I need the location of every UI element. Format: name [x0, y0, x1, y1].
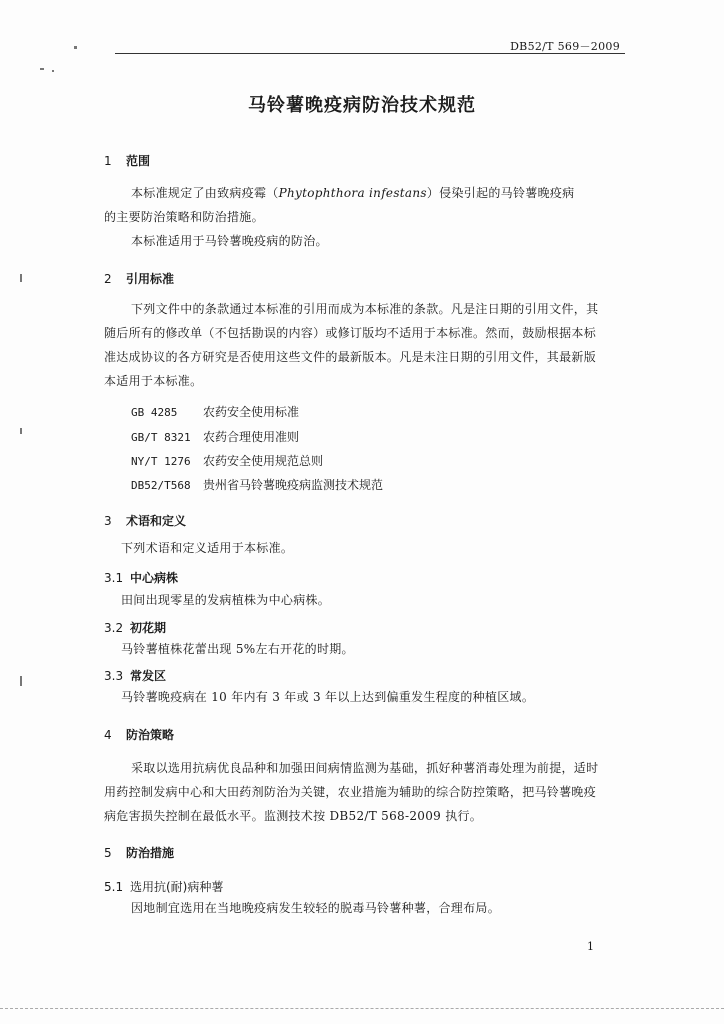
reference-name: 农药安全使用规范总则: [203, 454, 324, 468]
section-4-line-3: 病危害损失控制在最低水平。监测技术按 DB52/T 568-2009 执行。: [104, 809, 483, 823]
section-number: 5: [104, 846, 112, 860]
section-title: 防治策略: [126, 728, 175, 742]
page-number: 1: [587, 940, 594, 953]
document-code: DB52/T 569－2009: [510, 40, 620, 53]
document-title: 马铃薯晚疫病防治技术规范: [248, 95, 476, 116]
term-3-3-definition: 马铃薯晚疫病在 10 年内有 3 年或 3 年以上达到偏重发生程度的种植区域。: [121, 690, 535, 704]
section-number: 4: [104, 728, 112, 742]
scan-speck: [52, 70, 54, 72]
term-number: 3.1: [104, 571, 124, 585]
term-3-2-definition: 马铃薯植株花蕾出现 5%左右开花的时期。: [121, 642, 354, 656]
section-5-heading: [104, 844, 174, 861]
section-title: 引用标准: [126, 272, 175, 286]
section-1-heading: [104, 152, 150, 169]
section-2-paragraph-line-3: 准达成协议的各方研究是否使用这些文件的最新版本。凡是未注日期的引用文件，其最新版: [104, 350, 597, 364]
text-span: ）侵染引起的马铃薯晚疫病: [426, 186, 575, 200]
measure-title: 选用抗(耐)病种薯: [130, 880, 224, 894]
reference-name: 贵州省马铃薯晚疫病监测技术规范: [203, 478, 384, 492]
page-bottom-edge: [0, 1008, 724, 1012]
text-span: 本标准规定了由致病疫霉（: [131, 186, 279, 200]
measure-5-1-text: 因地制宜选用在当地晚疫病发生较轻的脱毒马铃薯种薯，合理布局。: [131, 901, 501, 915]
term-number: 3.3: [104, 669, 124, 683]
term-title: 初花期: [130, 621, 167, 635]
measure-number: 5.1: [104, 880, 124, 894]
reference-item: [131, 403, 299, 420]
scan-speck: [20, 428, 22, 434]
reference-code: GB 4285: [131, 406, 178, 419]
term-title: 常发区: [130, 669, 167, 683]
section-2-paragraph-line-1: 下列文件中的条款通过本标准的引用而成为本标准的条款。凡是注日期的引用文件，其: [131, 302, 599, 316]
section-1-paragraph-2: 本标准适用于马铃薯晚疫病的防治。: [131, 234, 328, 248]
section-title: 防治措施: [126, 846, 175, 860]
section-4-heading: [104, 726, 174, 743]
section-title: 术语和定义: [126, 514, 187, 528]
reference-item: [131, 452, 323, 469]
section-3-heading: [104, 512, 186, 529]
section-2-heading: [104, 270, 174, 287]
term-number: 3.2: [104, 621, 124, 635]
scan-speck: [40, 68, 44, 70]
term-title: 中心病株: [130, 571, 179, 585]
reference-code: NY/T 1276: [131, 455, 191, 468]
reference-name: 农药合理使用准则: [203, 430, 300, 444]
term-3-2-heading: [104, 619, 166, 636]
measure-5-1-heading: [104, 878, 223, 895]
scan-speck: [20, 676, 22, 686]
section-2-paragraph-line-4: 本适用于本标准。: [104, 374, 203, 388]
section-4-line-1: 采取以选用抗病优良品种和加强田间病情监测为基础，抓好种薯消毒处理为前提，适时: [131, 761, 599, 775]
section-number: 3: [104, 514, 112, 528]
scan-speck: [74, 46, 77, 49]
reference-code: GB/T 8321: [131, 431, 191, 444]
section-4-line-2: 用药控制发病中心和大田药剂防治为关键，农业措施为辅助的综合防控策略，把马铃薯晚疫: [104, 785, 597, 799]
scan-speck: [20, 274, 22, 282]
term-3-1-heading: [104, 569, 178, 586]
section-1-paragraph-1-line-1: [131, 182, 574, 205]
reference-name: 农药安全使用标准: [203, 405, 300, 419]
section-3-intro: 下列术语和定义适用于本标准。: [121, 541, 294, 555]
reference-item: [131, 428, 299, 445]
section-title: 范围: [126, 154, 151, 168]
section-1-paragraph-1-line-2: 的主要防治策略和防治措施。: [104, 210, 264, 224]
term-3-1-definition: 田间出现零星的发病植株为中心病株。: [121, 593, 331, 607]
species-name: Phytophthora infestans: [278, 186, 427, 200]
term-3-3-heading: [104, 667, 166, 684]
section-number: 2: [104, 272, 112, 286]
section-2-paragraph-line-2: 随后所有的修改单（不包括勘误的内容）或修订版均不适用于本标准。然而，鼓励根据本标: [104, 326, 597, 340]
reference-item: [131, 476, 383, 493]
reference-code: DB52/T568: [131, 479, 191, 492]
section-number: 1: [104, 154, 112, 168]
